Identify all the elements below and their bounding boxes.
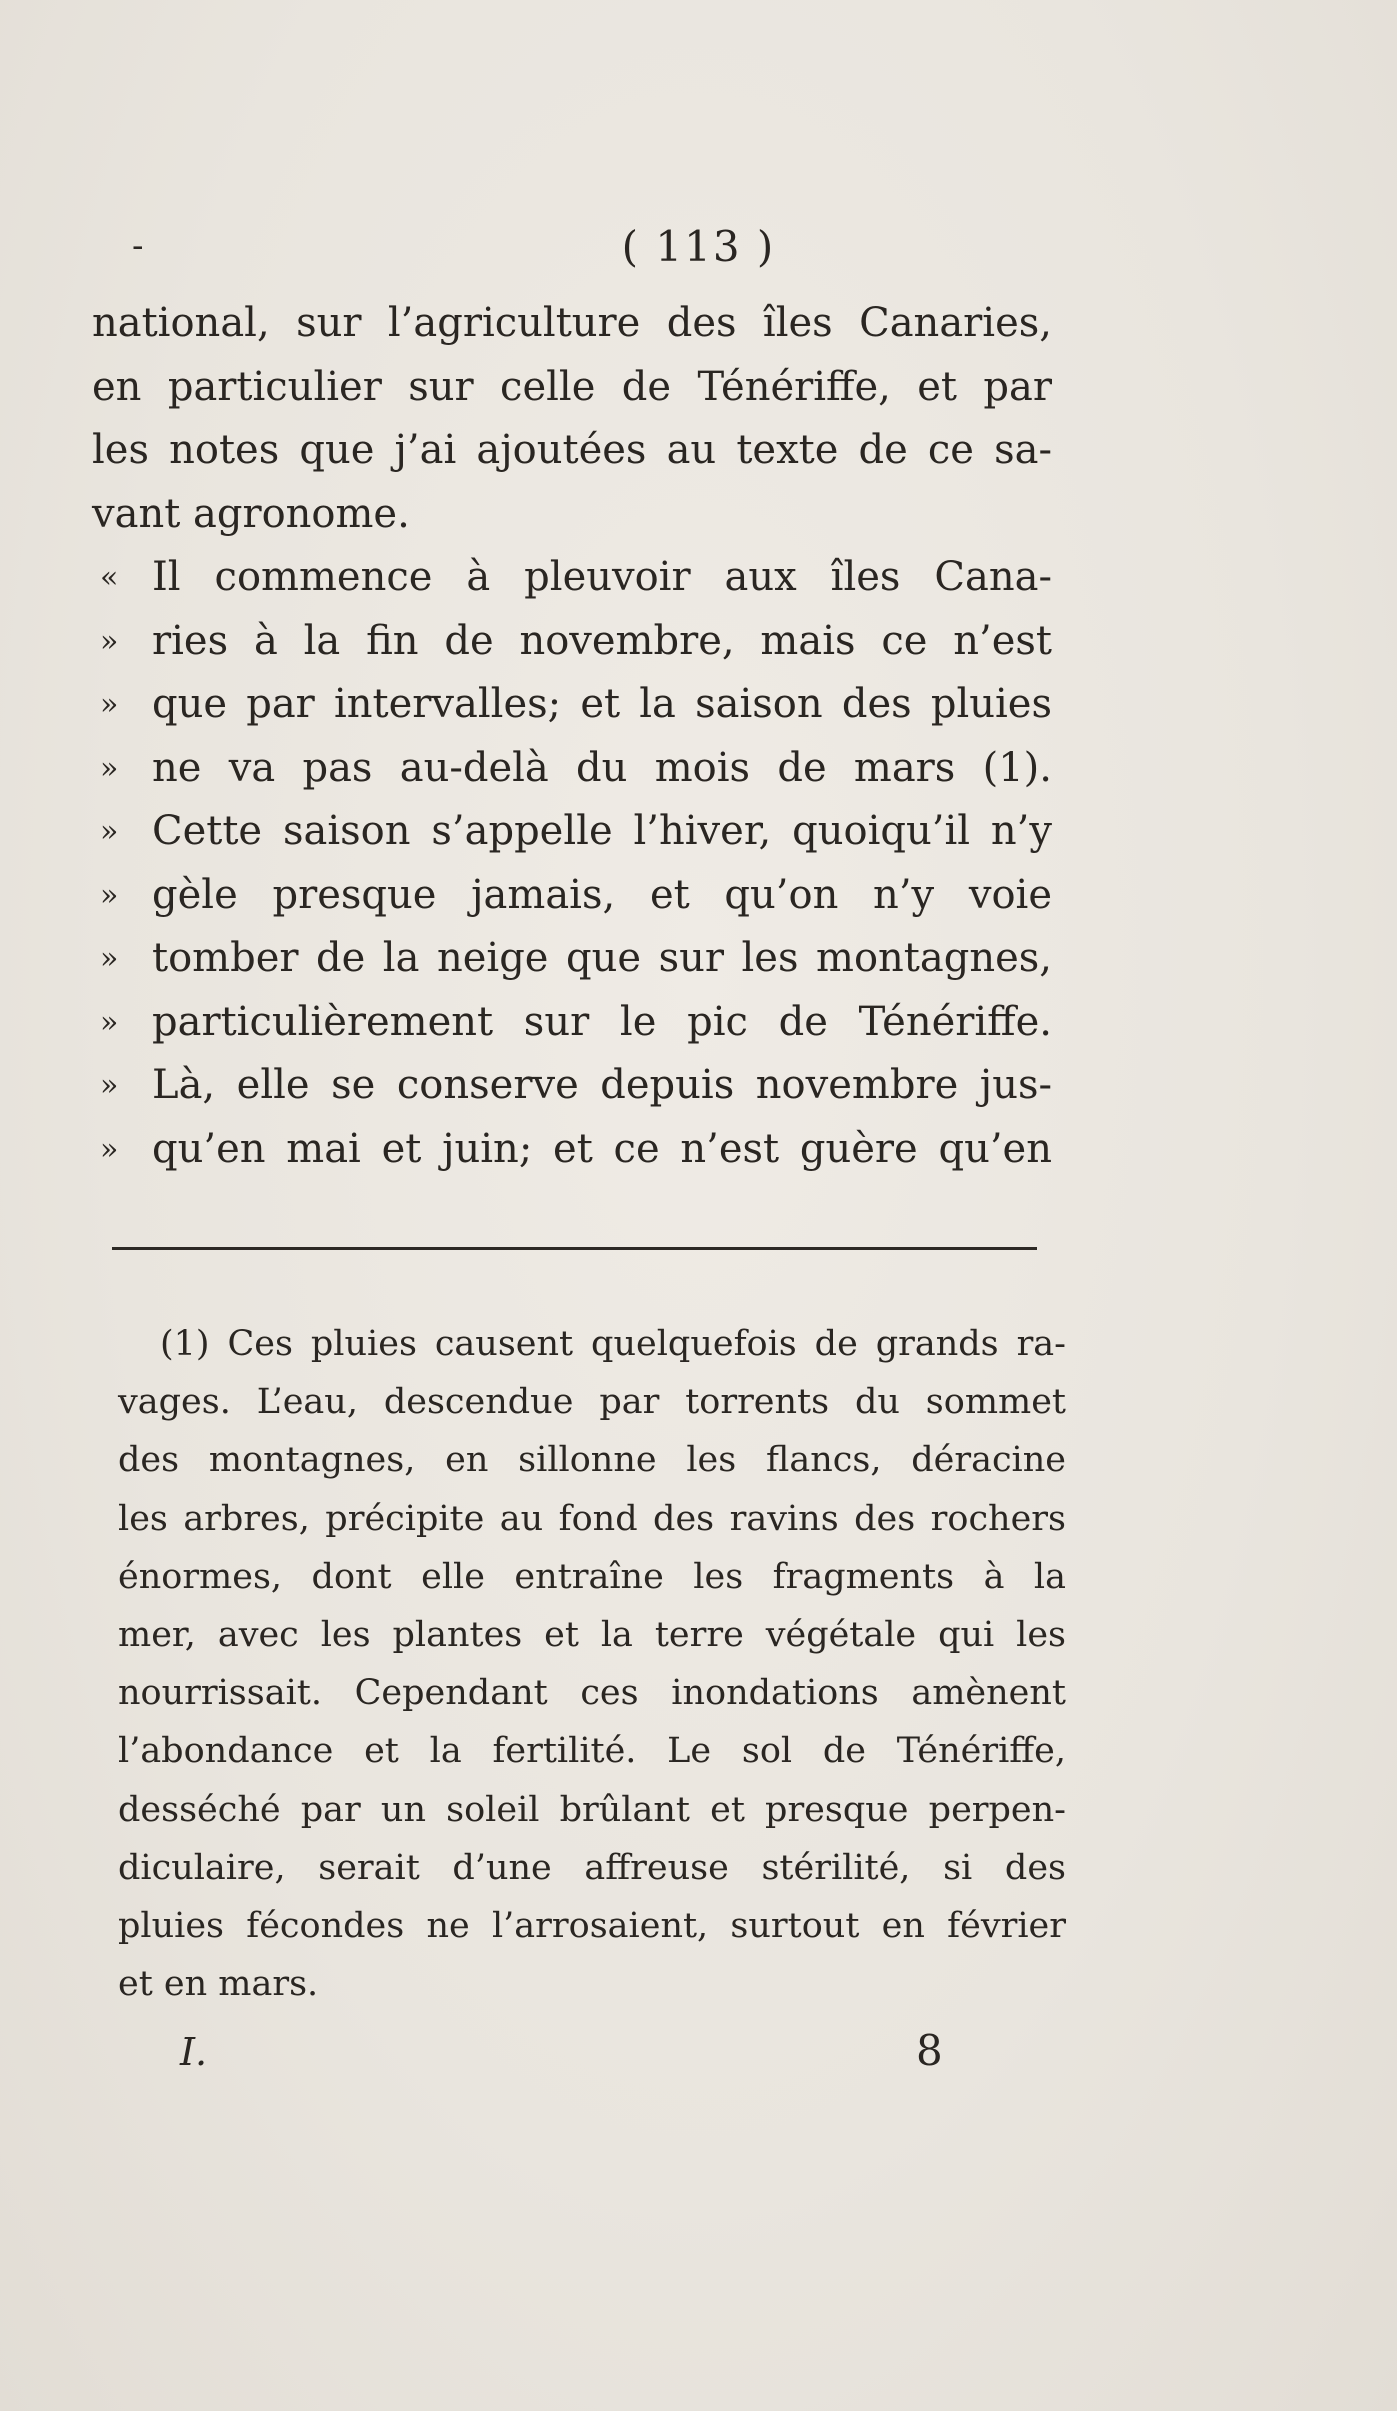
footnote-rule	[112, 1247, 1037, 1250]
text-line-content: qu’en mai et juin; et ce n’est guère qu’en	[152, 1125, 1052, 1172]
volume-signature: I.	[180, 2030, 208, 2074]
text-line	[92, 419, 1052, 483]
text-line-content: en particulier sur celle de Ténériffe, et par	[92, 363, 1052, 410]
text-line-content: national, sur l’agriculture des îles Canaries,	[92, 300, 1052, 346]
quote-mark: »	[100, 750, 119, 786]
text-line	[92, 356, 1052, 420]
text-line	[92, 610, 1052, 674]
text-line-content: gèle presque jamais, et qu’on n’y voie	[152, 871, 1052, 918]
text-line-content: Cette saison s’appelle l’hiver, quoiqu’il n’y	[152, 808, 1052, 854]
footnote-line: l’abondance et la fertilité. Le sol de Ténériffe,	[118, 1731, 1066, 1772]
text-line	[92, 737, 1052, 801]
page-number: ( 113 )	[621, 222, 776, 271]
footnote	[118, 1315, 1066, 2013]
text-line-content: Il commence à pleuvoir aux îles Cana-	[152, 554, 1052, 600]
text-line-content: particulièrement sur le pic de Ténériffe.	[152, 998, 1052, 1045]
text-line-content: tomber de la neige que sur les montagnes,	[152, 935, 1052, 981]
quote-mark: »	[100, 877, 119, 913]
footnote-line: des montagnes, en sillonne les flancs, déracine	[118, 1440, 1066, 1481]
text-line	[92, 673, 1052, 737]
footnote-line: et en mars.	[118, 1964, 319, 2005]
text-line	[92, 864, 1052, 928]
quote-mark: »	[100, 687, 119, 722]
text-line-content: ries à la fin de novembre, mais ce n’est	[152, 617, 1052, 664]
footnote-line: les arbres, précipite au fond des ravins des rochers	[118, 1498, 1066, 1539]
footnote-line: nourrissait. Cependant ces inondations amènent	[118, 1673, 1066, 1714]
sheet-signature: 8	[916, 2026, 943, 2075]
text-line-content: que par intervalles; et la saison des pluies	[152, 681, 1052, 727]
text-line	[92, 991, 1052, 1055]
footnote-line: mer, avec les plantes et la terre végétale qui les	[118, 1614, 1066, 1655]
quote-mark: »	[100, 1004, 119, 1040]
footnote-line: desséché par un soleil brûlant et presque perpen-	[118, 1789, 1066, 1830]
quote-mark: »	[100, 1131, 119, 1167]
text-line	[92, 927, 1052, 991]
text-line	[92, 292, 1052, 356]
footnote-line: énormes, dont elle entraîne les fragments à la	[118, 1556, 1066, 1597]
main-text	[92, 292, 1052, 1181]
text-line-content: ne va pas au-delà du mois de mars (1).	[152, 744, 1052, 791]
page-header	[0, 222, 1397, 271]
text-line	[92, 483, 1052, 547]
quote-mark: «	[100, 560, 119, 595]
header-dash: -	[132, 226, 146, 266]
text-line-content: les notes que j’ai ajoutées au texte de ce sa-	[92, 427, 1052, 473]
text-line	[92, 546, 1052, 610]
footnote-line: (1) Ces pluies causent quelquefois de grands ra-	[160, 1324, 1066, 1364]
text-line-content: vant agronome.	[92, 490, 410, 537]
quote-mark: »	[100, 1068, 119, 1103]
quote-mark: »	[100, 623, 119, 659]
text-line-content: Là, elle se conserve depuis novembre jus-	[152, 1062, 1052, 1108]
text-line	[92, 800, 1052, 864]
text-line	[92, 1118, 1052, 1182]
text-line	[92, 1054, 1052, 1118]
footnote-line: pluies fécondes ne l’arrosaient, surtout en février	[118, 1905, 1066, 1946]
quote-mark: »	[100, 941, 119, 976]
quote-mark: »	[100, 814, 119, 849]
footnote-line: vages. L’eau, descendue par torrents du sommet	[118, 1382, 1066, 1423]
footnote-line: diculaire, serait d’une affreuse stérilité, si des	[118, 1847, 1066, 1888]
